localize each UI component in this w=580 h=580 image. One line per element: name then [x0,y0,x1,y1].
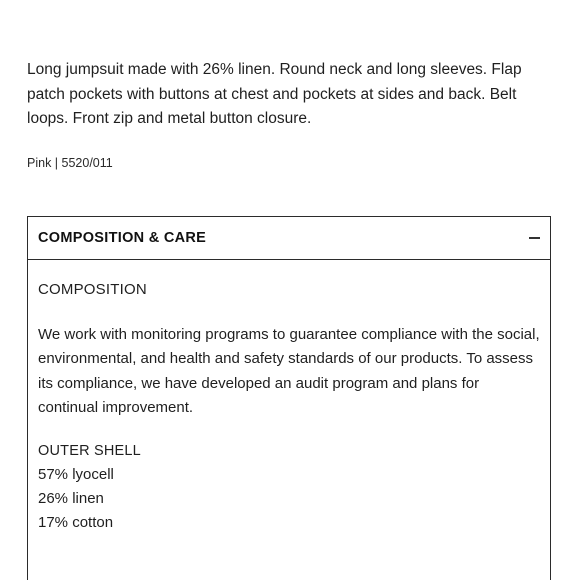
composition-text: We work with monitoring programs to guarantee compliance with the social, environmental, and health and safety standards of our products. To assess its compliance, we have developed an audit program and plans for continual improvement. [38,326,540,416]
accordion-body [28,280,550,535]
composition-care-accordion [27,216,551,580]
product-color-reference: Pink | 5520/011 [27,156,113,170]
outer-shell-heading: OUTER SHELL [38,443,141,460]
composition-care-header[interactable] [28,217,550,260]
minus-icon[interactable] [528,232,540,244]
material-item: 57% lyocell [38,466,114,484]
material-list [38,463,540,535]
composition-heading: COMPOSITION [38,281,147,298]
accordion-title: COMPOSITION & CARE [38,230,207,246]
material-item: 17% cotton [38,514,114,532]
material-item: 26% linen [38,490,104,508]
product-description: Long jumpsuit made with 26% linen. Round neck and long sleeves. Flap patch pockets with buttons at chest and pockets at sides and back. Belt loops. Front zip and metal button closure. [27,61,522,127]
